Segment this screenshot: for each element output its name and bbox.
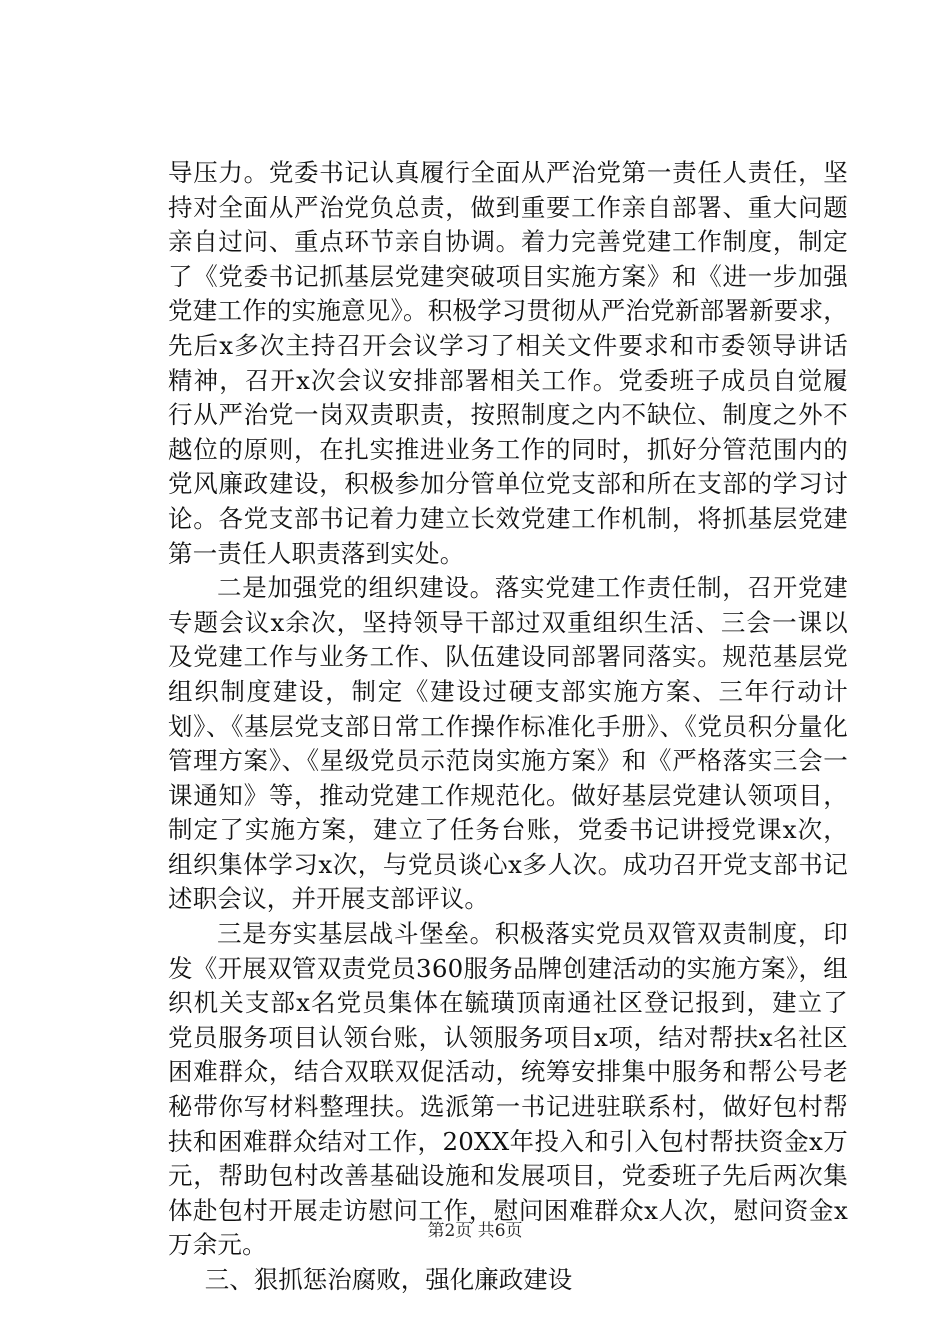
paragraph-grassroots-fortress: 三是夯实基层战斗堡垒。积极落实党员双管双责制度，印发《开展双管双责党员360服务品牌创建活动的实施方案》，组织机关支部x名党员集体在毓璜顶南通社区登记报到，建立了党员服务项目认领台账，认领服务项目x项，结对帮扶x名社区困难群众，结合双联双促活动，统筹安排集中服务和帮公号老秘带你写材料整理扶。选派第一书记进驻联系村，做好包村帮扶和困难群众结对工作，20XX年投入和引入包村帮扶资金x万元，帮助包村改善基础设施和发展项目，党委班子先后两次集体赴包村开展走访慰问工作，慰问困难群众x人次，慰问资金x万余元。 (168, 919, 848, 1260)
document-body (168, 156, 848, 1298)
page-number-footer: 第2页 共6页 (427, 1221, 523, 1241)
section-heading: 三、狠抓惩治腐败，强化廉政建设 (204, 1265, 573, 1294)
paragraph-continuation: 导压力。党委书记认真履行全面从严治党第一责任人责任，坚持对全面从严治党负总责，做到重要工作亲自部署、重大问题亲自过问、重点环节亲自协调。着力完善党建工作制度，制定了《党委书记抓基层党建突破项目实施方案》和《进一步加强党建工作的实施意见》。积极学习贯彻从严治党新部署新要求，先后x多次主持召开会议学习了相关文件要求和市委领导讲话精神，召开x次会议安排部署相关工作。党委班子成员自觉履行从严治党一岗双责职责，按照制度之内不缺位、制度之外不越位的原则，在扎实推进业务工作的同时，抓好分管范围内的党风廉政建设，积极参加分管单位党支部和所在支部的学习讨论。各党支部书记着力建立长效党建工作机制，将抓基层党建第一责任人职责落到实处。 (168, 158, 848, 568)
paragraph-organization-building: 二是加强党的组织建设。落实党建工作责任制，召开党建专题会议x余次，坚持领导干部过双重组织生活、三会一课以及党建工作与业务工作、队伍建设同部署同落实。规范基层党组织制度建设，制定《建设过硬支部实施方案、三年行动计划》、《基层党支部日常工作操作标准化手册》、《党员积分量化管理方案》、《星级党员示范岗实施方案》和《严格落实三会一课通知》等，推动党建工作规范化。做好基层党建认领项目，制定了实施方案，建立了任务台账，党委书记讲授党课x次，组织集体学习x次，与党员谈心x多人次。成功召开党支部书记述职会议，并开展支部评议。 (168, 573, 848, 914)
